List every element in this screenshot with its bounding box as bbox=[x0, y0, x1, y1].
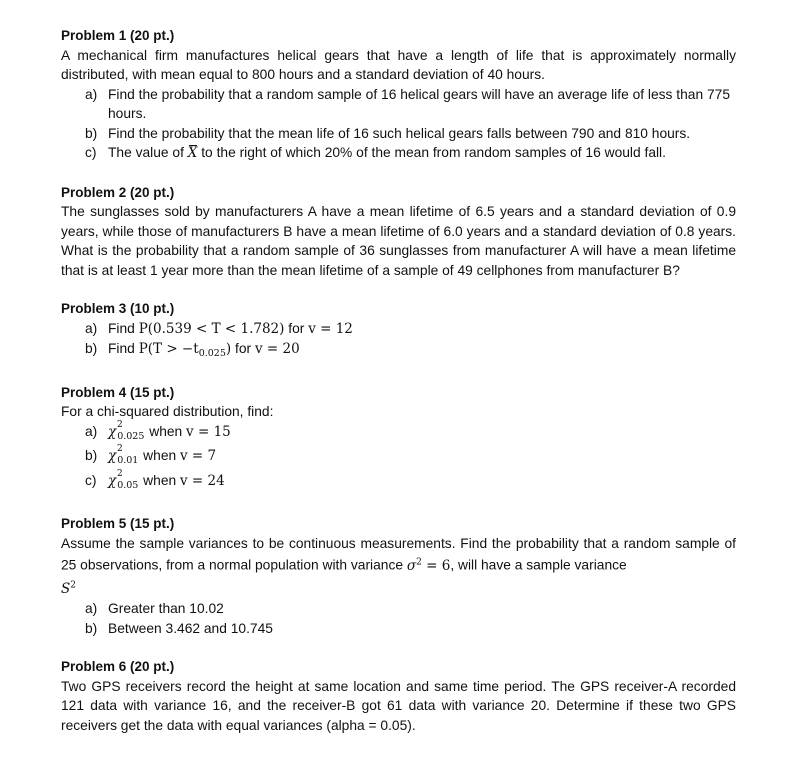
sub-question-list bbox=[61, 319, 736, 364]
text-segment: Find bbox=[108, 341, 139, 356]
chi-subscript: 0.05 bbox=[117, 479, 139, 491]
sub-question-label: c) bbox=[85, 472, 97, 488]
sub-question-text: Between 3.462 and 10.745 bbox=[108, 620, 273, 636]
sub-question bbox=[61, 339, 736, 364]
text-segment: , will have a sample variance bbox=[450, 557, 627, 573]
math-expression: P(0.539 < T < 1.782) bbox=[138, 320, 285, 337]
sub-question-list bbox=[61, 419, 736, 496]
chi-subscript: 0.01 bbox=[117, 455, 139, 466]
text-segment: when bbox=[145, 423, 187, 439]
math-condition: v = 15 bbox=[186, 423, 231, 440]
sub-question bbox=[61, 468, 736, 496]
text-segment: for bbox=[284, 320, 309, 336]
sub-question-label: a) bbox=[85, 601, 98, 616]
text-segment: to the right of which 20% of the mean from random samples of 16 would fall. bbox=[197, 145, 666, 160]
s-letter: S bbox=[61, 580, 71, 597]
sub-question-label: a) bbox=[85, 86, 98, 102]
problem-2 bbox=[61, 183, 736, 281]
sigma-value: = 6 bbox=[421, 557, 451, 574]
problem-statement: For a chi-squared distribution, find: bbox=[61, 404, 274, 419]
math-subscript: 0.025 bbox=[198, 348, 226, 359]
sub-question-text bbox=[108, 145, 666, 160]
sigma-squared bbox=[407, 558, 450, 574]
sub-question bbox=[61, 599, 736, 619]
chi-superscript: 2 bbox=[117, 444, 123, 454]
sub-question bbox=[61, 319, 736, 340]
problem-title: Problem 2 (20 pt.) bbox=[61, 184, 175, 200]
sub-question bbox=[61, 419, 736, 447]
sub-question bbox=[61, 85, 736, 124]
math-condition: v = 12 bbox=[308, 320, 353, 337]
sub-question-label: b) bbox=[85, 125, 98, 141]
math-part: P(T > −t bbox=[138, 341, 199, 357]
chi-subscript: 0.025 bbox=[117, 430, 145, 442]
chi-superscript: 2 bbox=[117, 468, 123, 479]
s-superscript: 2 bbox=[70, 580, 76, 590]
math-part: ) bbox=[225, 341, 232, 357]
x-bar-symbol: X bbox=[188, 144, 198, 164]
s-squared bbox=[61, 581, 76, 597]
problem-4 bbox=[61, 383, 736, 496]
sub-question-text: Find the probability that the mean life of 16 such helical gears falls between 790 and 810 hours. bbox=[108, 125, 691, 141]
sub-question bbox=[61, 124, 736, 144]
chi-squared-symbol bbox=[108, 468, 139, 496]
sigma-letter: σ bbox=[406, 557, 417, 574]
text-segment: Assume the sample variances to be continuous measurements. Find the probability that a random sample of 25 observations, from a normal population with variance bbox=[61, 535, 736, 573]
math-condition: v = 24 bbox=[180, 472, 225, 489]
sub-question bbox=[61, 143, 736, 164]
chi-letter: χ bbox=[108, 423, 117, 440]
chi-letter: χ bbox=[108, 448, 117, 464]
problem-statement bbox=[61, 534, 736, 600]
problem-title: Problem 5 (15 pt.) bbox=[61, 516, 175, 531]
math-expression bbox=[139, 341, 231, 357]
problem-title: Problem 6 (20 pt.) bbox=[61, 659, 175, 674]
sub-question-label: a) bbox=[85, 320, 98, 336]
chi-superscript: 2 bbox=[117, 419, 123, 430]
text-segment: for bbox=[231, 341, 255, 356]
problem-statement: The sunglasses sold by manufacturers A have a mean lifetime of 6.5 years and a standard deviation of 0.9 years, while those of manufacturers B have a mean lifetime of 6.0 years and a standard deviation of 0.8 years. What is the probability that a random sample of 36 sunglasses from manufacturer A will have a mean lifetime that is at least 1 year more than the mean lifetime of a sample of 49 cellphones from manufacturer B? bbox=[61, 204, 736, 278]
sub-question-list bbox=[61, 599, 736, 638]
sub-question-label: b) bbox=[85, 620, 98, 636]
sub-question-label: b) bbox=[85, 448, 98, 463]
sub-question-text: Greater than 10.02 bbox=[108, 601, 224, 616]
problem-1 bbox=[61, 26, 736, 164]
problem-title: Problem 3 (10 pt.) bbox=[61, 301, 175, 316]
sigma-superscript: 2 bbox=[416, 557, 422, 567]
document-page bbox=[61, 26, 736, 735]
problem-5 bbox=[61, 514, 736, 638]
sub-question-label: b) bbox=[85, 341, 98, 356]
problem-statement: A mechanical firm manufactures helical gears that have a length of life that is approximately normally distributed, with mean equal to 800 hours and a standard deviation of 40 hours. bbox=[61, 47, 736, 82]
chi-squared-symbol bbox=[108, 444, 139, 471]
chi-squared-symbol bbox=[108, 419, 145, 447]
text-segment: Find bbox=[108, 320, 139, 336]
text-segment: when bbox=[139, 472, 180, 488]
sub-question-list bbox=[61, 85, 736, 164]
text-segment: The value of bbox=[108, 145, 188, 160]
sub-question-text: Find the probability that a random sample of 16 helical gears will have an average life of less than 775 hours. bbox=[108, 86, 730, 121]
math-condition: v = 20 bbox=[254, 341, 300, 357]
problem-3 bbox=[61, 299, 736, 364]
text-segment: when bbox=[139, 448, 180, 463]
problem-statement: Two GPS receivers record the height at same location and same time period. The GPS receiver-A recorded 121 data with variance 16, and the receiver-B got 61 data with variance 20. Determine if these two GPS receivers get the data with equal variances (alpha = 0.05). bbox=[61, 678, 736, 733]
sub-question-label: c) bbox=[85, 145, 97, 160]
sub-question bbox=[61, 446, 736, 471]
math-condition: v = 7 bbox=[180, 448, 217, 464]
chi-letter: χ bbox=[108, 472, 117, 489]
problem-6 bbox=[61, 657, 736, 735]
sub-question-label: a) bbox=[85, 423, 98, 439]
sub-question bbox=[61, 619, 736, 639]
problem-title: Problem 4 (15 pt.) bbox=[61, 384, 175, 400]
problem-title: Problem 1 (20 pt.) bbox=[61, 28, 175, 43]
